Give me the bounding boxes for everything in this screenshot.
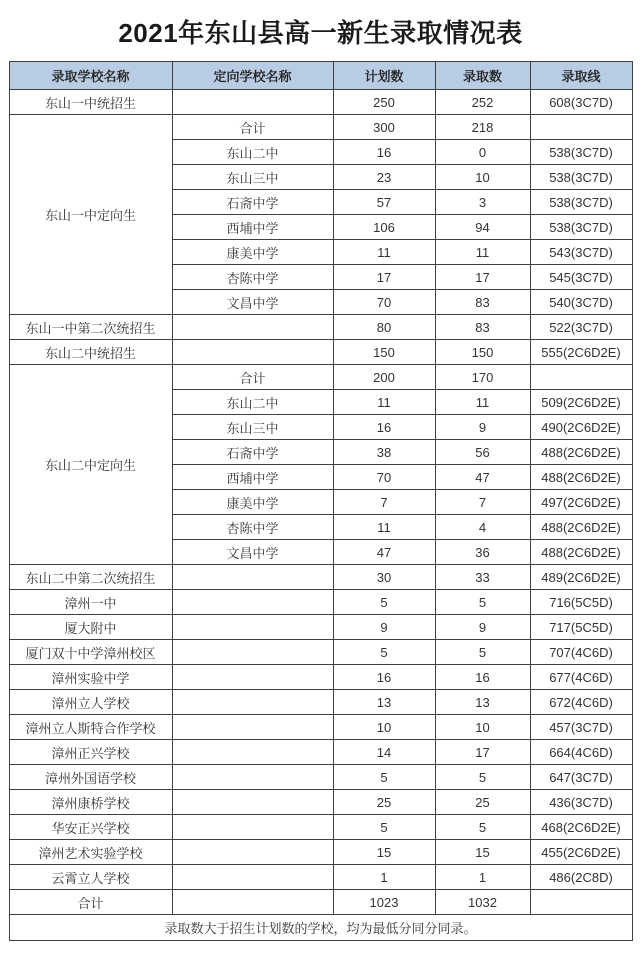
cell-plan-count: 57 <box>333 190 435 215</box>
cell-school-name: 漳州外国语学校 <box>9 765 172 790</box>
cell-admit-line: 538(3C7D) <box>530 165 632 190</box>
cell-directed-school <box>172 715 333 740</box>
cell-admit-line: 540(3C7D) <box>530 290 632 315</box>
cell-plan-count: 16 <box>333 665 435 690</box>
cell-admit-line: 436(3C7D) <box>530 790 632 815</box>
cell-admit-count: 33 <box>435 565 530 590</box>
cell-plan-count: 11 <box>333 515 435 540</box>
cell-plan-count: 300 <box>333 115 435 140</box>
cell-school-name: 漳州实验中学 <box>9 665 172 690</box>
cell-directed-school: 文昌中学 <box>172 290 333 315</box>
cell-plan-count: 23 <box>333 165 435 190</box>
cell-plan-count: 47 <box>333 540 435 565</box>
cell-admit-line: 468(2C6D2E) <box>530 815 632 840</box>
cell-admit-count: 5 <box>435 590 530 615</box>
cell-directed-school: 东山三中 <box>172 165 333 190</box>
cell-admit-line: 608(3C7D) <box>530 90 632 115</box>
cell-admit-count: 36 <box>435 540 530 565</box>
cell-admit-count: 47 <box>435 465 530 490</box>
cell-plan-count: 11 <box>333 240 435 265</box>
table-row <box>9 590 632 615</box>
cell-plan-count: 25 <box>333 790 435 815</box>
cell-directed-school <box>172 815 333 840</box>
cell-admit-line: 488(2C6D2E) <box>530 515 632 540</box>
cell-admit-count: 17 <box>435 265 530 290</box>
header-row <box>9 62 632 90</box>
cell-plan-count: 16 <box>333 140 435 165</box>
cell-directed-school <box>172 740 333 765</box>
cell-admit-count: 252 <box>435 90 530 115</box>
cell-admit-count: 11 <box>435 240 530 265</box>
cell-admit-line: 672(4C6D) <box>530 690 632 715</box>
cell-plan-count: 5 <box>333 590 435 615</box>
cell-admit-line: 545(3C7D) <box>530 265 632 290</box>
cell-admit-count: 0 <box>435 140 530 165</box>
table-row <box>9 115 632 140</box>
cell-plan-count: 7 <box>333 490 435 515</box>
cell-school-name: 漳州立人斯特合作学校 <box>9 715 172 740</box>
cell-plan-count: 106 <box>333 215 435 240</box>
cell-admit-count: 3 <box>435 190 530 215</box>
cell-admit-line: 538(3C7D) <box>530 140 632 165</box>
cell-admit-line <box>530 365 632 390</box>
cell-admit-line: 486(2C8D) <box>530 865 632 890</box>
cell-directed-school: 西埔中学 <box>172 465 333 490</box>
cell-admit-count: 94 <box>435 215 530 240</box>
table-row <box>9 640 632 665</box>
cell-admit-count: 15 <box>435 840 530 865</box>
table-row <box>9 815 632 840</box>
cell-plan-count: 80 <box>333 315 435 340</box>
cell-admit-count: 56 <box>435 440 530 465</box>
cell-school-name: 厦大附中 <box>9 615 172 640</box>
cell-directed-school <box>172 890 333 915</box>
cell-plan-count: 13 <box>333 690 435 715</box>
cell-plan-count: 5 <box>333 815 435 840</box>
cell-admit-count: 25 <box>435 790 530 815</box>
cell-school-name: 漳州正兴学校 <box>9 740 172 765</box>
cell-school-name: 漳州立人学校 <box>9 690 172 715</box>
cell-directed-school <box>172 340 333 365</box>
cell-directed-school <box>172 90 333 115</box>
cell-plan-count: 11 <box>333 390 435 415</box>
cell-plan-count: 5 <box>333 640 435 665</box>
cell-school-name: 漳州康桥学校 <box>9 790 172 815</box>
cell-directed-school: 杏陈中学 <box>172 515 333 540</box>
cell-admit-count: 5 <box>435 765 530 790</box>
cell-directed-school: 石斋中学 <box>172 440 333 465</box>
cell-directed-school <box>172 665 333 690</box>
table-row <box>9 865 632 890</box>
header-directed-school: 定向学校名称 <box>172 62 333 90</box>
cell-directed-school: 西埔中学 <box>172 215 333 240</box>
cell-school-name: 华安正兴学校 <box>9 815 172 840</box>
cell-directed-school <box>172 865 333 890</box>
cell-admit-line: 677(4C6D) <box>530 665 632 690</box>
table-row <box>9 765 632 790</box>
cell-plan-count: 250 <box>333 90 435 115</box>
admission-table <box>9 61 633 941</box>
cell-admit-line: 707(4C6D) <box>530 640 632 665</box>
cell-directed-school <box>172 765 333 790</box>
cell-plan-count: 1023 <box>333 890 435 915</box>
cell-admit-count: 5 <box>435 815 530 840</box>
cell-school-name: 东山二中第二次统招生 <box>9 565 172 590</box>
cell-admit-line: 488(2C6D2E) <box>530 465 632 490</box>
table-row <box>9 790 632 815</box>
cell-admit-count: 170 <box>435 365 530 390</box>
cell-school-name: 合计 <box>9 890 172 915</box>
table-row <box>9 690 632 715</box>
cell-admit-count: 4 <box>435 515 530 540</box>
cell-plan-count: 10 <box>333 715 435 740</box>
cell-directed-school <box>172 315 333 340</box>
cell-plan-count: 70 <box>333 465 435 490</box>
cell-school-name: 漳州艺术实验学校 <box>9 840 172 865</box>
cell-plan-count: 1 <box>333 865 435 890</box>
cell-admit-count: 9 <box>435 615 530 640</box>
cell-admit-line: 509(2C6D2E) <box>530 390 632 415</box>
cell-school-name: 漳州一中 <box>9 590 172 615</box>
header-admit-count: 录取数 <box>435 62 530 90</box>
cell-admit-line: 664(4C6D) <box>530 740 632 765</box>
cell-plan-count: 200 <box>333 365 435 390</box>
cell-directed-school <box>172 615 333 640</box>
cell-admit-line: 555(2C6D2E) <box>530 340 632 365</box>
cell-plan-count: 150 <box>333 340 435 365</box>
cell-plan-count: 14 <box>333 740 435 765</box>
cell-directed-school: 东山二中 <box>172 390 333 415</box>
cell-directed-school: 康美中学 <box>172 240 333 265</box>
cell-admit-count: 10 <box>435 715 530 740</box>
table-body <box>9 90 632 941</box>
cell-admit-line: 455(2C6D2E) <box>530 840 632 865</box>
cell-directed-school <box>172 565 333 590</box>
table-footnote: 录取数大于招生计划数的学校，均为最低分同分同录。 <box>9 915 632 941</box>
table-row <box>9 365 632 390</box>
cell-school-group: 东山二中定向生 <box>9 365 172 565</box>
table-row <box>9 890 632 915</box>
table-row <box>9 340 632 365</box>
cell-admit-line: 538(3C7D) <box>530 215 632 240</box>
cell-admit-count: 83 <box>435 315 530 340</box>
cell-school-name: 东山一中统招生 <box>9 90 172 115</box>
cell-plan-count: 70 <box>333 290 435 315</box>
cell-admit-count: 13 <box>435 690 530 715</box>
table-row <box>9 715 632 740</box>
cell-directed-school: 文昌中学 <box>172 540 333 565</box>
cell-admit-line: 488(2C6D2E) <box>530 440 632 465</box>
cell-directed-school <box>172 640 333 665</box>
header-plan-count: 计划数 <box>333 62 435 90</box>
table-row <box>9 915 632 941</box>
cell-plan-count: 15 <box>333 840 435 865</box>
table-row <box>9 740 632 765</box>
cell-directed-school: 康美中学 <box>172 490 333 515</box>
cell-directed-school: 杏陈中学 <box>172 265 333 290</box>
cell-plan-count: 30 <box>333 565 435 590</box>
cell-admit-line: 457(3C7D) <box>530 715 632 740</box>
cell-directed-school: 东山二中 <box>172 140 333 165</box>
page-title: 2021年东山县高一新生录取情况表 <box>118 18 523 48</box>
cell-school-group: 东山一中定向生 <box>9 115 172 315</box>
cell-admit-count: 9 <box>435 415 530 440</box>
cell-directed-school <box>172 790 333 815</box>
cell-admit-line: 522(3C7D) <box>530 315 632 340</box>
cell-plan-count: 9 <box>333 615 435 640</box>
cell-admit-line: 647(3C7D) <box>530 765 632 790</box>
cell-admit-count: 83 <box>435 290 530 315</box>
cell-directed-school: 石斋中学 <box>172 190 333 215</box>
cell-directed-school: 合计 <box>172 115 333 140</box>
header-admit-line: 录取线 <box>530 62 632 90</box>
cell-admit-line <box>530 115 632 140</box>
cell-directed-school <box>172 690 333 715</box>
cell-admit-count: 218 <box>435 115 530 140</box>
cell-admit-count: 10 <box>435 165 530 190</box>
cell-plan-count: 16 <box>333 415 435 440</box>
cell-admit-count: 17 <box>435 740 530 765</box>
cell-admit-line: 489(2C6D2E) <box>530 565 632 590</box>
table-row <box>9 315 632 340</box>
cell-admit-count: 11 <box>435 390 530 415</box>
cell-admit-count: 16 <box>435 665 530 690</box>
cell-admit-line: 490(2C6D2E) <box>530 415 632 440</box>
cell-admit-line: 717(5C5D) <box>530 615 632 640</box>
cell-admit-line: 716(5C5D) <box>530 590 632 615</box>
header-school-name: 录取学校名称 <box>9 62 172 90</box>
cell-admit-line <box>530 890 632 915</box>
cell-admit-count: 7 <box>435 490 530 515</box>
cell-admit-count: 5 <box>435 640 530 665</box>
table-row <box>9 840 632 865</box>
cell-admit-count: 1032 <box>435 890 530 915</box>
table-row <box>9 565 632 590</box>
cell-school-name: 厦门双十中学漳州校区 <box>9 640 172 665</box>
cell-admit-line: 538(3C7D) <box>530 190 632 215</box>
cell-plan-count: 17 <box>333 265 435 290</box>
cell-school-name: 东山一中第二次统招生 <box>9 315 172 340</box>
cell-admit-line: 497(2C6D2E) <box>530 490 632 515</box>
cell-directed-school: 合计 <box>172 365 333 390</box>
cell-admit-line: 488(2C6D2E) <box>530 540 632 565</box>
table-row <box>9 665 632 690</box>
cell-admit-line: 543(3C7D) <box>530 240 632 265</box>
cell-directed-school <box>172 840 333 865</box>
cell-school-name: 云霄立人学校 <box>9 865 172 890</box>
cell-plan-count: 5 <box>333 765 435 790</box>
cell-directed-school <box>172 590 333 615</box>
table-row <box>9 615 632 640</box>
cell-admit-count: 150 <box>435 340 530 365</box>
cell-school-name: 东山二中统招生 <box>9 340 172 365</box>
table-row <box>9 90 632 115</box>
cell-admit-count: 1 <box>435 865 530 890</box>
cell-plan-count: 38 <box>333 440 435 465</box>
cell-directed-school: 东山三中 <box>172 415 333 440</box>
